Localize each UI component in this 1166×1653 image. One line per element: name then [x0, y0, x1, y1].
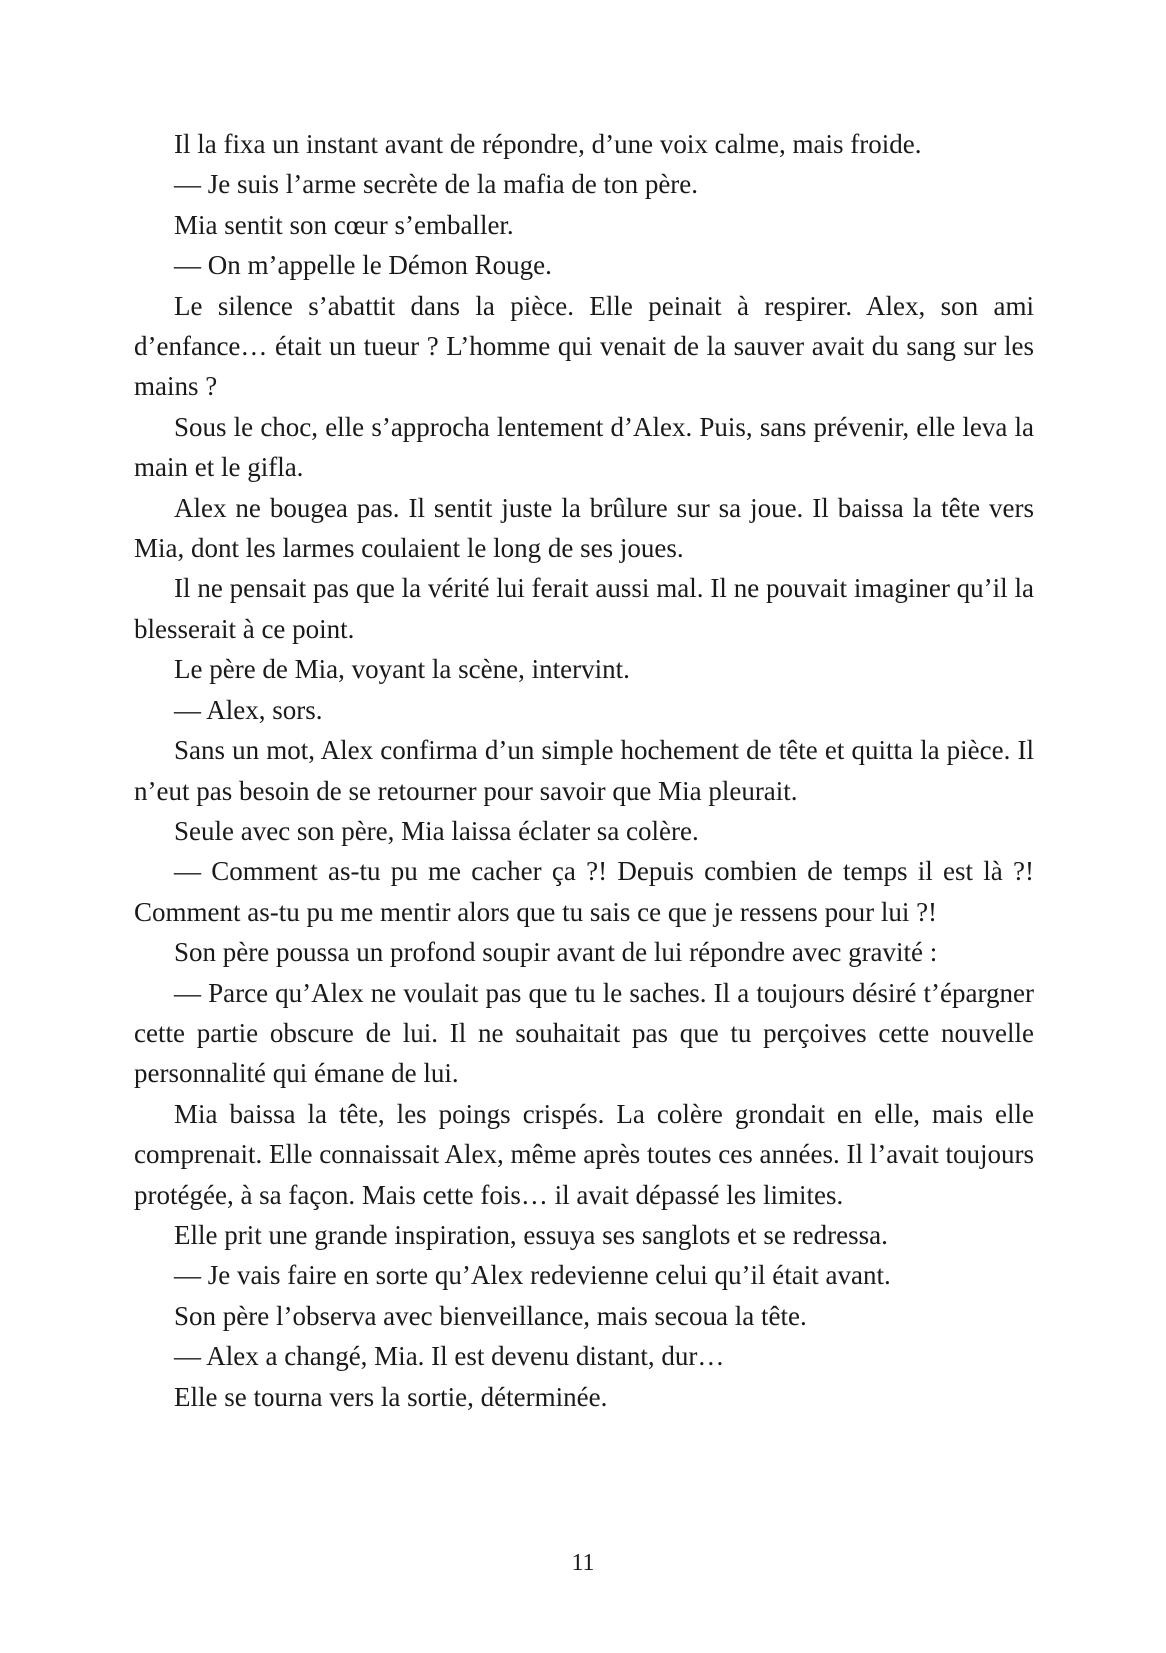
paragraph: — Alex a changé, Mia. Il est devenu distant, dur…	[174, 1341, 725, 1372]
paragraph: Sans un mot, Alex confirma d’un simple hochement de tête et quitta la pièce. Il n’eut pas besoin de se retourner pour savoir que Mia pleurait.	[134, 735, 1034, 806]
paragraph: Il la fixa un instant avant de répondre, d’une voix calme, mais froide.	[174, 129, 922, 159]
paragraph: Mia baissa la tête, les poings crispés. La colère grondait en elle, mais elle comprenait. Elle connaissait Alex, même après toutes ces années. Il l’avait toujours protégée, à sa façon. Mais cette fois… il avait dépassé les limites.	[134, 1098, 1034, 1210]
body-text	[134, 124, 1034, 1417]
paragraph: Elle se tourna vers la sortie, déterminée.	[174, 1381, 608, 1412]
paragraph: Le silence s’abattit dans la pièce. Elle peinait à respirer. Alex, son ami d’enfance… était un tueur ? L’homme qui venait de la sauver avait du sang sur les mains ?	[134, 290, 1034, 402]
paragraph: — Je vais faire en sorte qu’Alex redevienne celui qu’il était avant.	[174, 1260, 891, 1291]
paragraph: Il ne pensait pas que la vérité lui ferait aussi mal. Il ne pouvait imaginer qu’il la blesserait à ce point.	[134, 573, 1034, 644]
paragraph: — Je suis l’arme secrète de la mafia de ton père.	[174, 169, 699, 200]
paragraph: — On m’appelle le Démon Rouge.	[174, 250, 552, 281]
paragraph: — Alex, sors.	[174, 694, 323, 725]
paragraph: Son père poussa un profond soupir avant de lui répondre avec gravité :	[174, 937, 938, 968]
page-number: 11	[571, 1550, 595, 1576]
paragraph: Alex ne bougea pas. Il sentit juste la brûlure sur sa joue. Il baissa la tête vers Mia, dont les larmes coulaient le long de ses joues.	[134, 492, 1034, 564]
paragraph: Seule avec son père, Mia laissa éclater sa colère.	[174, 815, 699, 846]
paragraph: Mia sentit son cœur s’emballer.	[174, 209, 514, 240]
paragraph: — Parce qu’Alex ne voulait pas que tu le saches. Il a toujours désiré t’épargner cette partie obscure de lui. Il ne souhaitait pas que tu perçoives cette nouvelle personnalité qui émane de lui.	[134, 977, 1034, 1089]
paragraph: Elle prit une grande inspiration, essuya ses sanglots et se redressa.	[174, 1219, 888, 1250]
paragraph: Sous le choc, elle s’approcha lentement d’Alex. Puis, sans prévenir, elle leva la main et le gifla.	[134, 411, 1034, 483]
paragraph: — Comment as-tu pu me cacher ça ?! Depuis combien de temps il est là ?! Comment as-tu pu me mentir alors que tu sais ce que je ressens pour lui ?!	[134, 856, 1034, 927]
paragraph: Le père de Mia, voyant la scène, intervint.	[174, 654, 630, 685]
paragraph: Son père l’observa avec bienveillance, mais secoua la tête.	[174, 1300, 807, 1331]
